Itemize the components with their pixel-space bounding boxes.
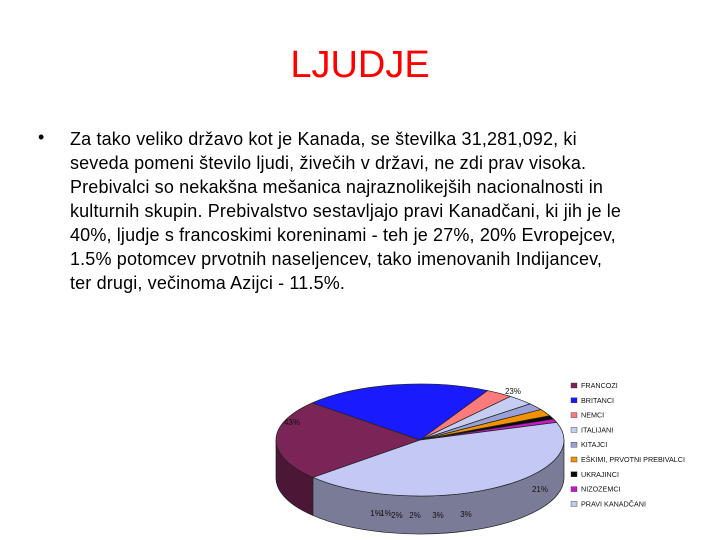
legend-label: UKRAJINCI <box>581 469 619 479</box>
legend-swatch <box>571 413 577 418</box>
legend-label: EŠKIMI, PRVOTNI PREBIVALCI <box>581 455 685 464</box>
pie-data-label: 1% <box>380 509 392 518</box>
legend-swatch <box>571 383 577 388</box>
legend-swatch <box>571 457 577 462</box>
paragraph-line: 40%, ljudje s francoskimi koreninami - teh je 27%, 20% Evropejcev, <box>70 225 616 245</box>
pie-data-label: 1% <box>370 509 382 518</box>
pie-data-label: 2% <box>409 511 421 520</box>
legend-swatch <box>571 501 577 506</box>
paragraph-line: 1.5% potomcev prvotnih naseljencev, tako imenovanih Indijancev, <box>70 249 603 269</box>
pie-data-label: 43% <box>283 418 301 427</box>
paragraph-line: Prebivalci so nekakšna mešanica najraznolikejših nacionalnosti in <box>70 177 604 197</box>
legend-swatch <box>571 398 577 403</box>
paragraph-line: Za tako veliko državo kot je Kanada, se številka 31,281,092, ki <box>70 129 577 149</box>
slide-title: LJUDJE <box>290 44 430 86</box>
pie-data-label: 2% <box>391 511 403 520</box>
pie-data-label: 3% <box>460 510 472 519</box>
pie-data-label: 3% <box>432 511 444 520</box>
pie-data-label: 23% <box>504 387 522 396</box>
legend-label: BRITANCI <box>581 395 615 405</box>
legend-swatch <box>571 442 577 447</box>
legend-label: NEMCI <box>581 410 605 420</box>
bullet-symbol: • <box>38 127 45 147</box>
pie-data-label: 21% <box>531 485 549 494</box>
legend-swatch <box>571 487 577 492</box>
legend-swatch <box>571 427 577 432</box>
paragraph-line: kulturnih skupin. Prebivalstvo sestavljajo pravi Kanadčani, ki jih je le <box>70 201 622 221</box>
legend-label: KITAJCI <box>581 440 608 450</box>
paragraph-line: seveda pomeni število ljudi, živečih v državi, ne zdi prav visoka. <box>70 153 587 173</box>
legend-label: PRAVI KANADČANI <box>581 499 646 509</box>
legend-label: FRANCOZI <box>581 381 618 390</box>
legend-label: ITALIJANI <box>581 425 614 435</box>
legend-swatch <box>571 472 577 477</box>
paragraph-line: ter drugi, večinoma Azijci - 11.5%. <box>70 273 346 293</box>
legend-label: NIZOZEMCI <box>581 484 621 494</box>
